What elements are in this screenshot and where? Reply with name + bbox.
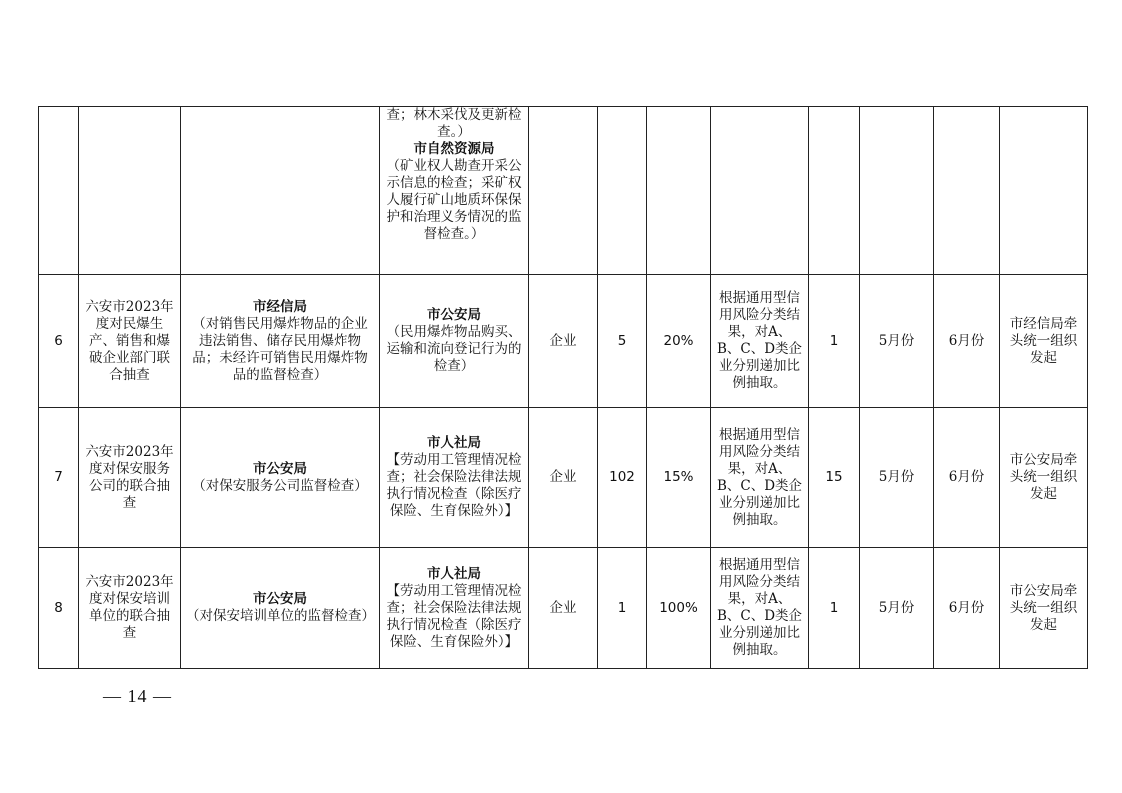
cell-sample: 1 xyxy=(809,548,860,669)
cell-initiator xyxy=(181,107,380,275)
cell-end xyxy=(934,107,1000,275)
partner-desc: （民用爆炸物品购买、运输和流向登记行为的检查） xyxy=(386,324,522,374)
initiator-agency: 市公安局 xyxy=(253,591,307,607)
cell-task-name: 六安市2023年度对保安服务公司的联合抽查 xyxy=(79,408,181,548)
partner-agency: 市人社局 xyxy=(427,565,481,582)
cell-sample: 15 xyxy=(809,408,860,548)
cell-task-name: 六安市2023年度对保安培训单位的联合抽查 xyxy=(79,548,181,669)
cell-sample: 1 xyxy=(809,275,860,408)
cell-start: 5月份 xyxy=(860,408,934,548)
partner-agency: 市自然资源局 xyxy=(413,141,495,157)
initiator-agency: 市公安局 xyxy=(253,460,307,477)
table-row xyxy=(39,275,1088,408)
cell-initiator xyxy=(181,275,380,408)
cell-method: 根据通用型信用风险分类结果，对A、B、C、D类企业分别递加比例抽取。 xyxy=(711,275,809,408)
cell-count: 5 xyxy=(598,275,647,408)
cell-initiator xyxy=(181,548,380,669)
cell-method xyxy=(711,107,809,275)
cell-no xyxy=(39,107,79,275)
cell-no: 8 xyxy=(39,548,79,669)
partner-desc-continued: 查；林木采伐及更新检查。） xyxy=(386,107,522,140)
partner-desc: （矿业权人勘查开采公示信息的检查；采矿权人履行矿山地质环保保护和治理义务情况的监督检查。） xyxy=(386,158,522,242)
partner-agency: 市人社局 xyxy=(427,435,481,451)
cell-ratio: 100% xyxy=(647,548,711,669)
cell-end: 6月份 xyxy=(934,408,1000,548)
cell-task-name: 六安市2023年度对民爆生产、销售和爆破企业部门联合抽查 xyxy=(79,275,181,408)
initiator-desc: （对保安服务公司监督检查） xyxy=(192,477,368,494)
cell-partner xyxy=(380,408,529,548)
cell-method: 根据通用型信用风险分类结果，对A、B、C、D类企业分别递加比例抽取。 xyxy=(711,408,809,548)
cell-count xyxy=(598,107,647,275)
partner-desc: 【劳动用工管理情况检查；社会保险法律法规执行情况检查（除医疗保险、生育保险外）】 xyxy=(386,582,522,650)
initiator-desc: （对保安培训单位的监督检查） xyxy=(186,608,375,624)
cell-note xyxy=(1000,107,1088,275)
cell-count: 102 xyxy=(598,408,647,548)
table-row xyxy=(39,408,1088,548)
cell-partner xyxy=(380,275,529,408)
cell-object xyxy=(529,107,598,275)
cell-ratio: 20% xyxy=(647,275,711,408)
cell-task-name xyxy=(79,107,181,275)
cell-object: 企业 xyxy=(529,408,598,548)
table-row-continuation xyxy=(39,107,1088,275)
cell-note: 市经信局牵头统一组织发起 xyxy=(1000,275,1088,408)
partner-desc: 【劳动用工管理情况检查；社会保险法律法规执行情况检查（除医疗保险、生育保险外）】 xyxy=(386,452,522,519)
cell-end: 6月份 xyxy=(934,548,1000,669)
cell-start: 5月份 xyxy=(860,275,934,408)
cell-ratio: 15% xyxy=(647,408,711,548)
cell-partner xyxy=(380,107,529,275)
cell-method: 根据通用型信用风险分类结果，对A、B、C、D类企业分别递加比例抽取。 xyxy=(711,548,809,669)
cell-no: 7 xyxy=(39,408,79,548)
cell-ratio xyxy=(647,107,711,275)
partner-agency: 市公安局 xyxy=(427,307,481,323)
table-row xyxy=(39,548,1088,669)
cell-object: 企业 xyxy=(529,275,598,408)
initiator-desc: （对销售民用爆炸物品的企业违法销售、储存民用爆炸物品；未经许可销售民用爆炸物品的监督检查） xyxy=(192,315,368,383)
cell-object: 企业 xyxy=(529,548,598,669)
cell-start: 5月份 xyxy=(860,548,934,669)
cell-note: 市公安局牵头统一组织发起 xyxy=(1000,548,1088,669)
cell-sample xyxy=(809,107,860,275)
cell-partner xyxy=(380,548,529,669)
initiator-agency: 市经信局 xyxy=(253,298,307,315)
cell-note: 市公安局牵头统一组织发起 xyxy=(1000,408,1088,548)
page-number: — 14 — xyxy=(103,686,172,706)
inspection-plan-table xyxy=(38,106,1088,669)
cell-initiator xyxy=(181,408,380,548)
cell-no: 6 xyxy=(39,275,79,408)
cell-count: 1 xyxy=(598,548,647,669)
cell-start xyxy=(860,107,934,275)
cell-end: 6月份 xyxy=(934,275,1000,408)
